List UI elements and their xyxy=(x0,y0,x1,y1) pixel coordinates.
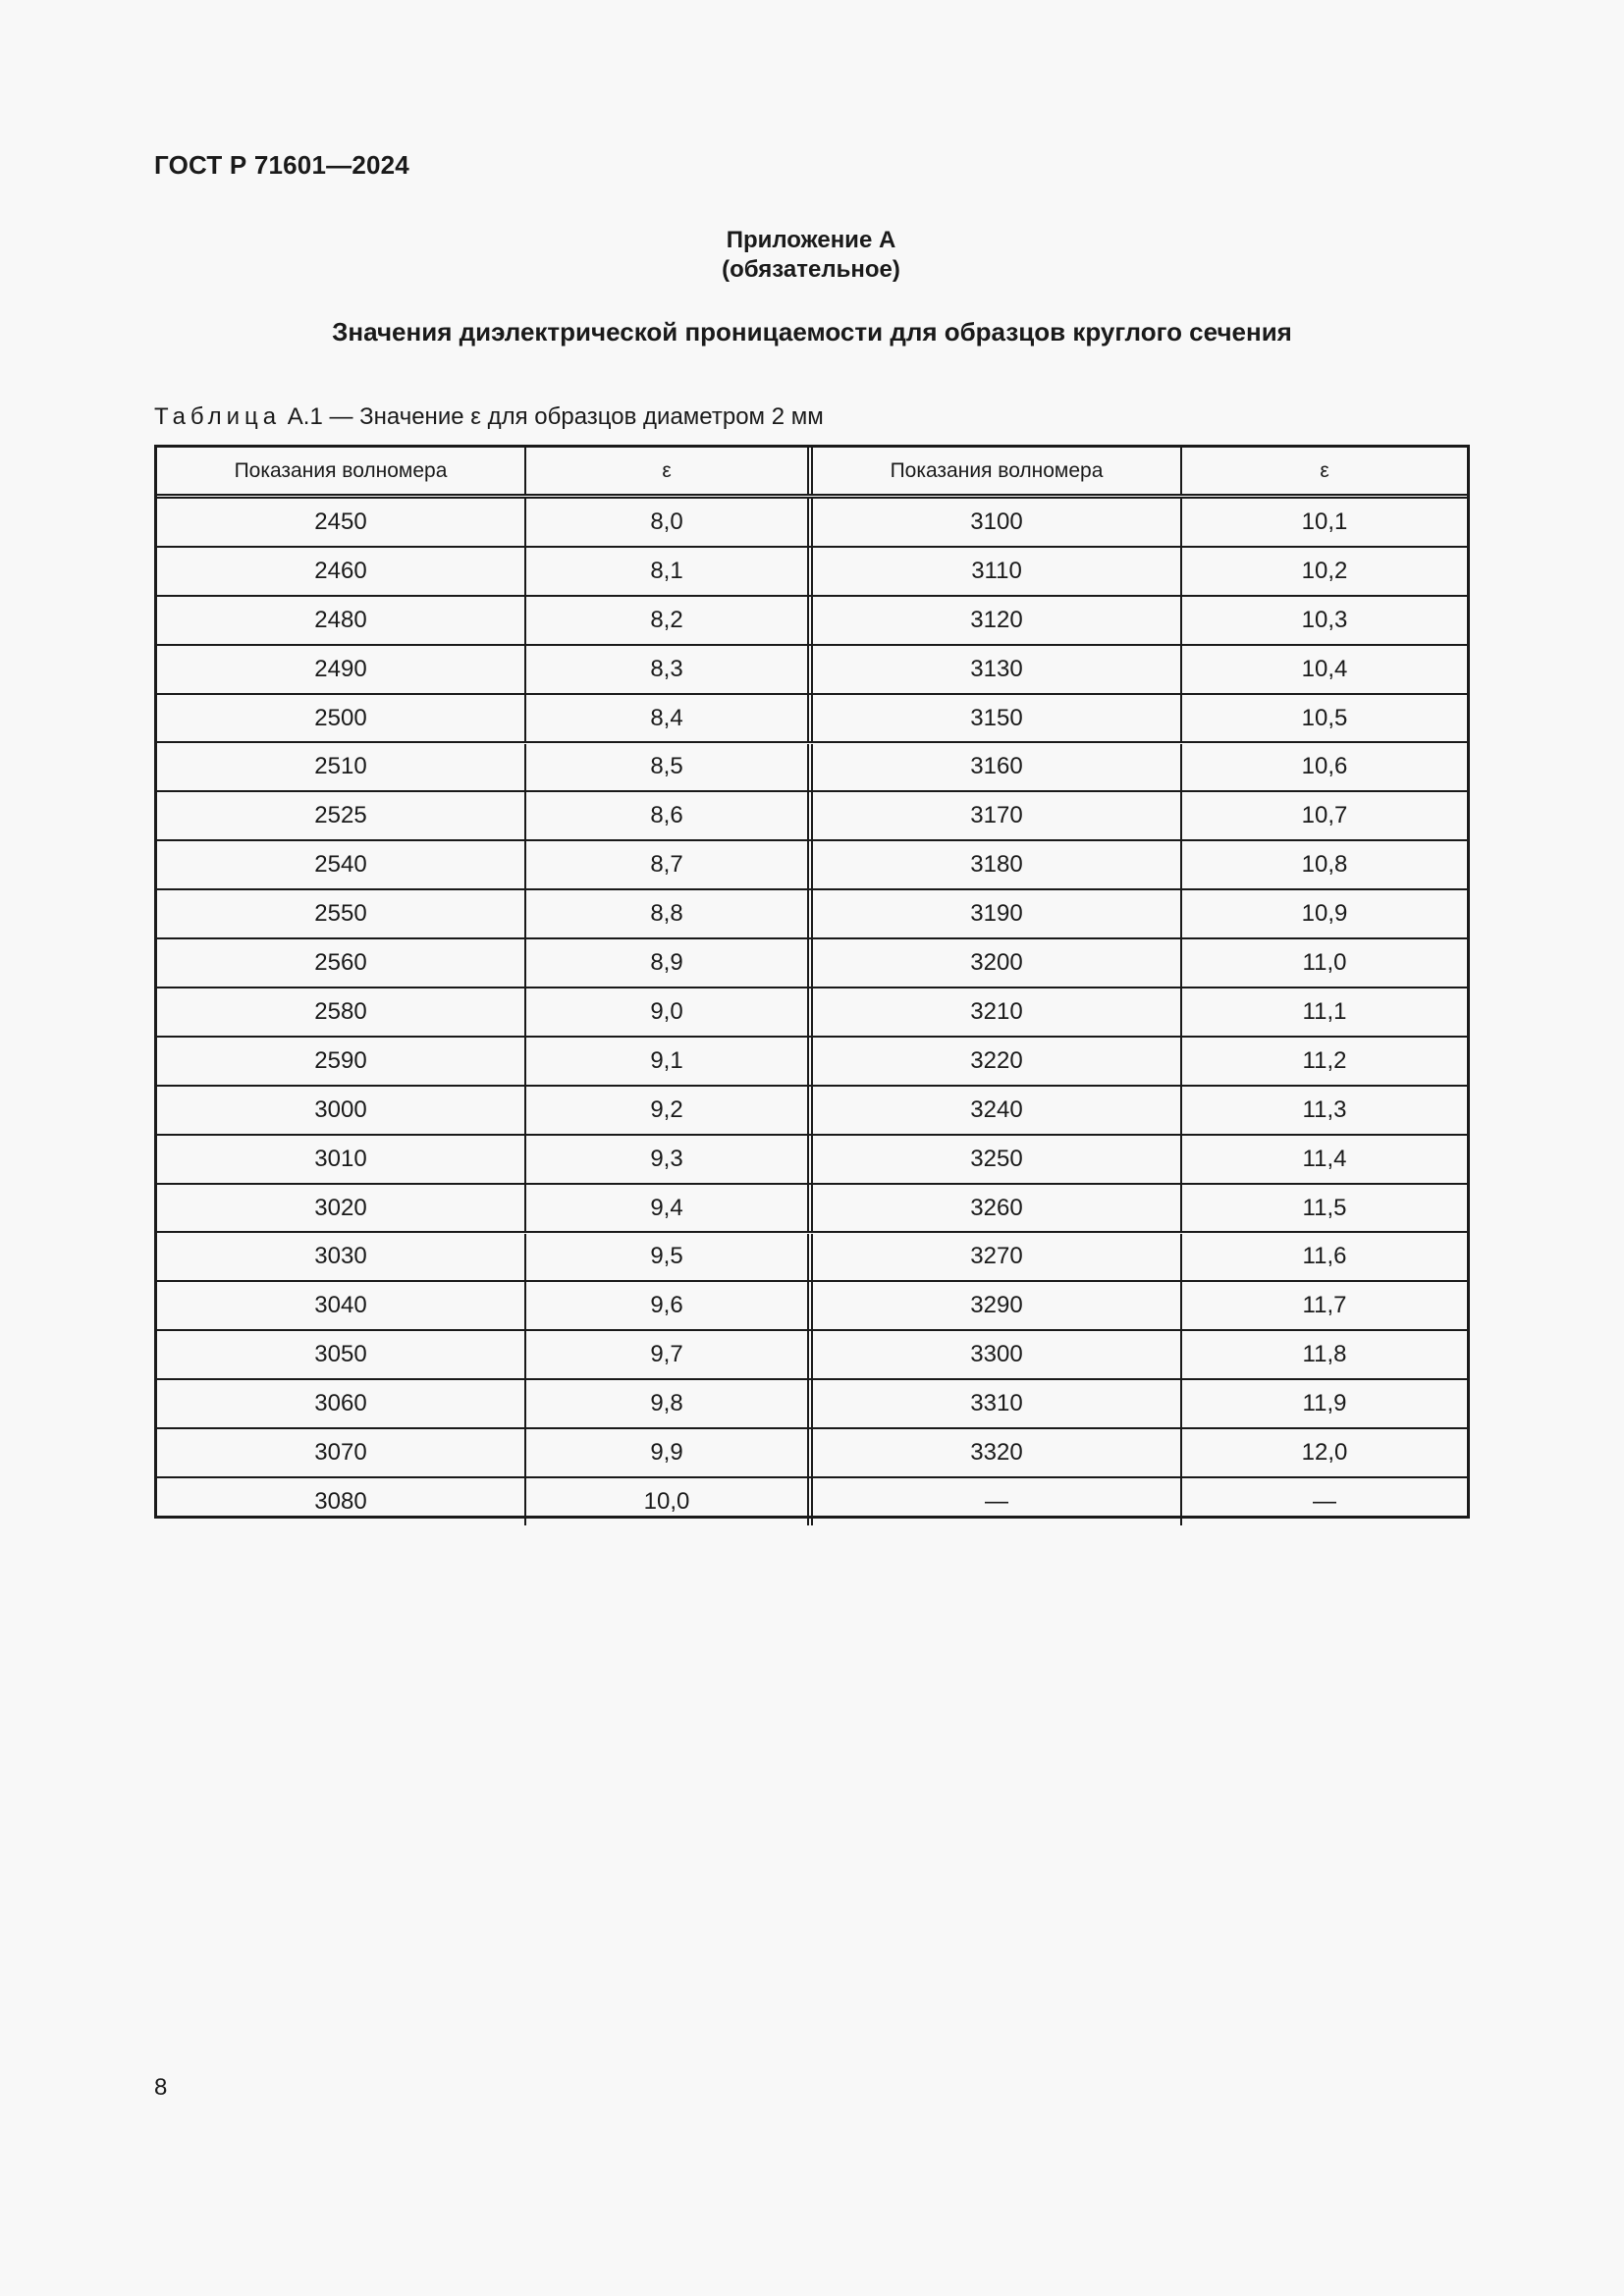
table-cell: 3210 xyxy=(813,988,1182,1036)
table-row xyxy=(157,597,1467,646)
table-cell: 3070 xyxy=(157,1429,526,1476)
table-row xyxy=(157,1282,1467,1331)
table-cell: 3270 xyxy=(813,1234,1182,1281)
table-row xyxy=(157,1380,1467,1429)
table-cell: 3290 xyxy=(813,1282,1182,1329)
table-cell: 9,3 xyxy=(526,1136,813,1183)
table-cell: 10,3 xyxy=(1301,606,1348,633)
table-row xyxy=(157,1087,1467,1136)
table-cell: 10,4 xyxy=(1301,655,1348,682)
table-cell: 10,7 xyxy=(1301,802,1348,829)
table-row xyxy=(157,1331,1467,1380)
table-row xyxy=(157,1478,1467,1525)
table-cell: 8,5 xyxy=(526,744,813,791)
table-cell: 3040 xyxy=(157,1282,526,1329)
table-cell: 3200 xyxy=(813,939,1182,987)
table-cell: 2550 xyxy=(157,890,526,937)
table-row xyxy=(157,1185,1467,1234)
page-number: 8 xyxy=(154,2074,168,2101)
table-cell: 3010 xyxy=(157,1136,526,1183)
table-row xyxy=(157,890,1467,939)
table-cell: 2580 xyxy=(157,988,526,1036)
table-row xyxy=(157,1136,1467,1185)
table-cell: 3170 xyxy=(813,792,1182,839)
table-cell: 2450 xyxy=(157,499,526,546)
table-cell: 11,6 xyxy=(1302,1243,1347,1270)
table-cell: 9,1 xyxy=(526,1038,813,1085)
table-cell: 3310 xyxy=(813,1380,1182,1427)
table-cell: 11,3 xyxy=(1302,1095,1347,1123)
table-cell: 10,5 xyxy=(1301,704,1348,731)
table-header-row xyxy=(157,448,1467,499)
table-row xyxy=(157,792,1467,841)
table-cell: 2460 xyxy=(157,548,526,595)
table-cell: 9,8 xyxy=(526,1380,813,1427)
table-caption-text: А.1 — Значение ε для образцов диаметром 2 мм xyxy=(281,403,824,430)
table-row xyxy=(157,1234,1467,1283)
table-cell: 2510 xyxy=(157,744,526,791)
table-cell: 3220 xyxy=(813,1038,1182,1085)
table-cell: 3000 xyxy=(157,1087,526,1134)
table-cell: 10,2 xyxy=(1301,557,1348,584)
table-cell: 3060 xyxy=(157,1380,526,1427)
table-cell: 11,2 xyxy=(1302,1046,1347,1074)
table-cell: 11,4 xyxy=(1302,1145,1347,1172)
table-cell: 9,4 xyxy=(526,1185,813,1232)
table-cell: — xyxy=(813,1478,1182,1525)
table-cell: 2525 xyxy=(157,792,526,839)
table-cell: 3030 xyxy=(157,1234,526,1281)
table-row xyxy=(157,841,1467,890)
table-cell: 3260 xyxy=(813,1185,1182,1232)
table-cell: 10,9 xyxy=(1301,900,1348,928)
table-caption xyxy=(154,403,824,431)
table-cell: 3100 xyxy=(813,499,1182,546)
table-cell: 2490 xyxy=(157,646,526,693)
table-cell: 12,0 xyxy=(1301,1439,1348,1467)
table-cell: 3120 xyxy=(813,597,1182,644)
table-row xyxy=(157,744,1467,793)
table-cell: 11,8 xyxy=(1302,1341,1347,1368)
table-cell: 8,4 xyxy=(526,695,813,742)
table-cell: 8,7 xyxy=(526,841,813,888)
table-cell: 9,2 xyxy=(526,1087,813,1134)
table-row xyxy=(157,548,1467,597)
table-row xyxy=(157,1429,1467,1478)
table-cell: 9,6 xyxy=(526,1282,813,1329)
table-cell: 10,8 xyxy=(1301,851,1348,879)
table-cell: 3110 xyxy=(813,548,1182,595)
section-title: Значения диэлектрической проницаемости для образцов круглого сечения xyxy=(332,317,1292,347)
table-cell: 8,3 xyxy=(526,646,813,693)
table-cell: 9,9 xyxy=(526,1429,813,1476)
table-cell: 11,9 xyxy=(1302,1390,1347,1417)
column-header: Показания волномера xyxy=(157,448,526,494)
table-cell: 11,5 xyxy=(1302,1194,1347,1221)
column-header: Показания волномера xyxy=(813,448,1182,494)
table-cell: 3050 xyxy=(157,1331,526,1378)
table-row xyxy=(157,939,1467,988)
table-cell: 3320 xyxy=(813,1429,1182,1476)
table-cell: 11,0 xyxy=(1302,949,1347,977)
table-caption-prefix: Таблица xyxy=(154,403,282,430)
document-code: ГОСТ Р 71601—2024 xyxy=(154,150,409,180)
appendix-status: (обязательное) xyxy=(722,256,900,283)
table-cell: 2480 xyxy=(157,597,526,644)
table-cell: 10,0 xyxy=(526,1478,813,1525)
table-cell: 3020 xyxy=(157,1185,526,1232)
table-cell: 9,0 xyxy=(526,988,813,1036)
table-cell: — xyxy=(1313,1487,1336,1515)
table-cell: 3180 xyxy=(813,841,1182,888)
permittivity-table xyxy=(154,445,1470,1519)
table-cell: 3300 xyxy=(813,1331,1182,1378)
table-row xyxy=(157,646,1467,695)
table-cell: 8,0 xyxy=(526,499,813,546)
table-cell: 3130 xyxy=(813,646,1182,693)
table-cell: 11,1 xyxy=(1302,997,1347,1025)
table-row xyxy=(157,695,1467,744)
table-cell: 8,2 xyxy=(526,597,813,644)
table-row xyxy=(157,988,1467,1038)
column-header: ε xyxy=(526,448,813,494)
table-cell: 10,1 xyxy=(1301,507,1348,535)
table-cell: 2500 xyxy=(157,695,526,742)
table-cell: 9,7 xyxy=(526,1331,813,1378)
table-cell: 3240 xyxy=(813,1087,1182,1134)
table-cell: 9,5 xyxy=(526,1234,813,1281)
table-row xyxy=(157,499,1467,548)
table-cell: 8,9 xyxy=(526,939,813,987)
table-cell: 8,6 xyxy=(526,792,813,839)
table-cell: 2590 xyxy=(157,1038,526,1085)
table-cell: 11,7 xyxy=(1302,1292,1347,1319)
table-cell: 8,1 xyxy=(526,548,813,595)
table-cell: 8,8 xyxy=(526,890,813,937)
table-row xyxy=(157,1038,1467,1087)
table-cell: 2560 xyxy=(157,939,526,987)
table-cell: 3250 xyxy=(813,1136,1182,1183)
column-header: ε xyxy=(1320,458,1329,482)
table-cell: 3080 xyxy=(157,1478,526,1525)
table-cell: 10,6 xyxy=(1301,753,1348,780)
table-cell: 2540 xyxy=(157,841,526,888)
table-cell: 3160 xyxy=(813,744,1182,791)
table-cell: 3150 xyxy=(813,695,1182,742)
table-cell: 3190 xyxy=(813,890,1182,937)
appendix-title: Приложение А xyxy=(726,227,896,253)
